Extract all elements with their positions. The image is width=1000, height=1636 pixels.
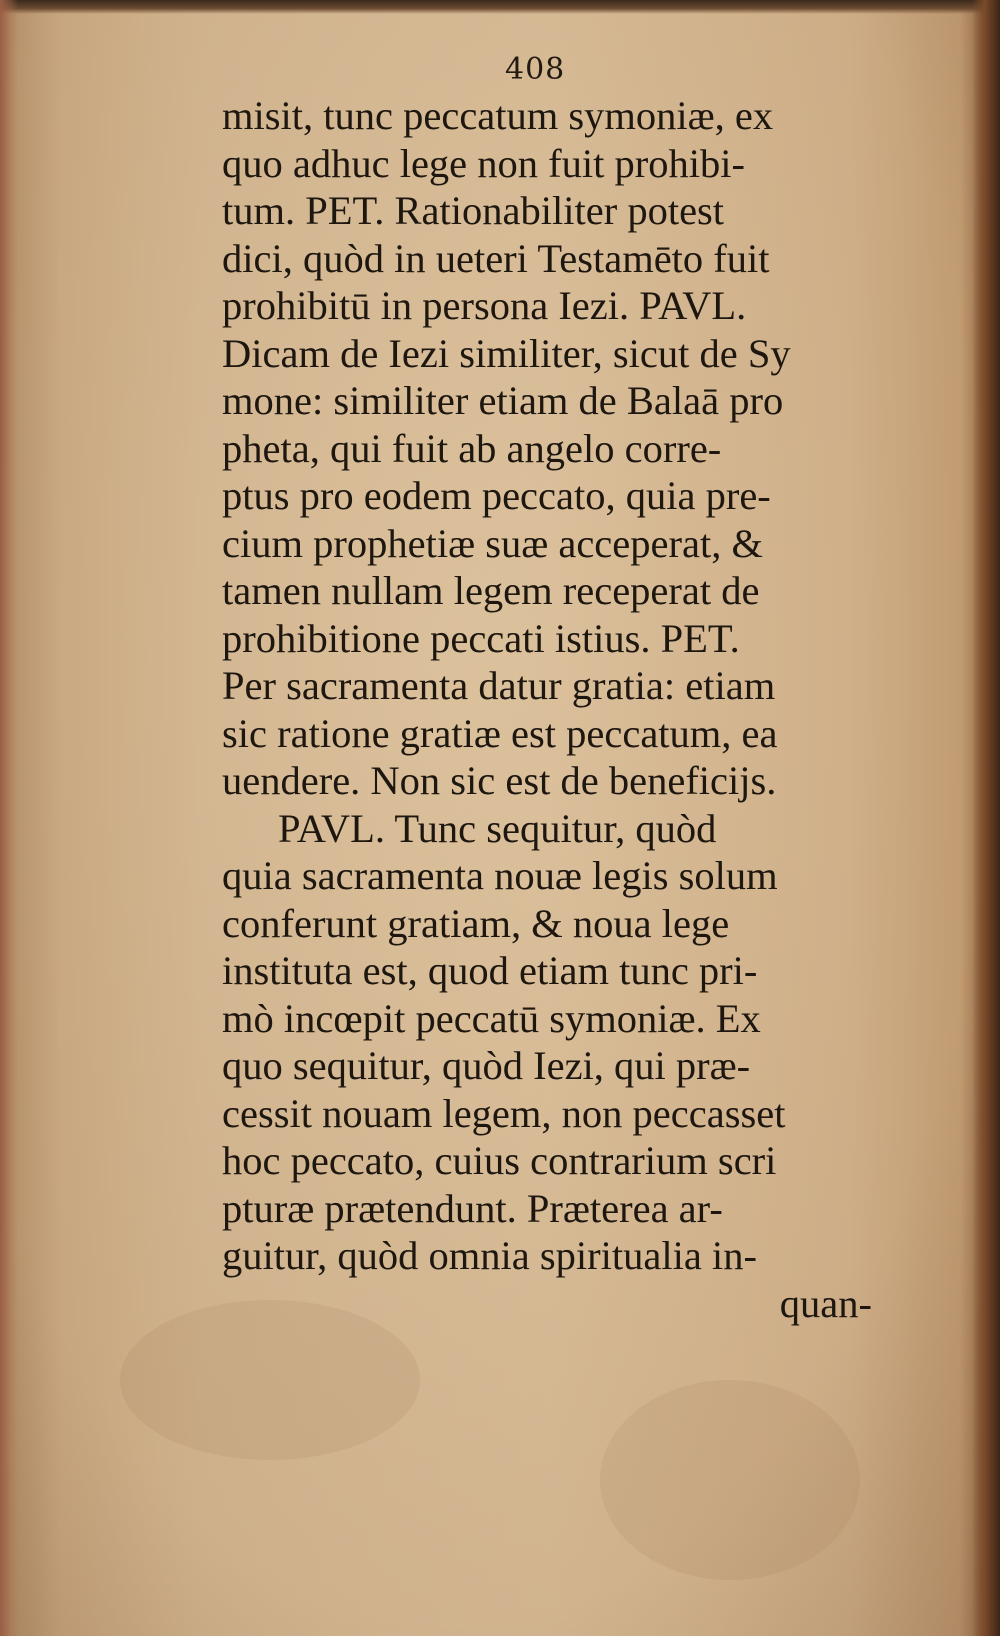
text-line: PAVL. Tunc sequitur, quòd	[278, 805, 717, 851]
text-line: tum. PET. Rationabiliter potest	[222, 188, 725, 233]
text-line: guitur, quòd omnia spiritualia in-	[222, 1233, 757, 1278]
text-line: quo adhuc lege non fuit prohibi-	[222, 140, 745, 186]
text-line: hoc peccato, cuius contrarium scri	[222, 1138, 777, 1183]
text-line: quo sequitur, quòd Iezi, qui præ-	[222, 1043, 751, 1088]
text-line: quia sacramenta nouæ legis solum	[222, 853, 778, 898]
text-line: Dicam de Iezi similiter, sicut de Sy	[222, 330, 791, 376]
text-line: misit, tunc peccatum symoniæ, ex	[222, 93, 774, 138]
text-line: cium prophetiæ suæ acceperat, &	[222, 520, 763, 566]
page-left-edge	[0, 0, 18, 1636]
catchword: quan-	[779, 1280, 872, 1326]
text-line: uendere. Non sic est de beneficijs.	[222, 758, 777, 803]
text-line: Per sacramenta datur gratia: etiam	[222, 663, 776, 708]
page-number: 408	[505, 52, 566, 87]
text-line: conferunt gratiam, & noua lege	[222, 900, 730, 946]
paper-stain	[600, 1380, 860, 1580]
page-top-edge	[0, 0, 1000, 14]
body-text	[222, 92, 872, 1327]
page-right-edge	[972, 0, 1000, 1636]
text-line: mone: similiter etiam de Balaā pro	[222, 378, 784, 423]
text-line: mò incœpit peccatū symoniæ. Ex	[222, 995, 761, 1041]
text-line: tamen nullam legem receperat de	[222, 568, 760, 613]
text-line: prohibitione peccati istius. PET.	[222, 615, 740, 661]
text-line: dici, quòd in ueteri Testamēto fuit	[222, 235, 770, 281]
text-line: prohibitū in persona Iezi. PAVL.	[222, 283, 747, 328]
text-line: cessit nouam legem, non peccasset	[222, 1090, 786, 1136]
text-line: sic ratione gratiæ est peccatum, ea	[222, 710, 778, 756]
text-line: pturæ prætendunt. Præterea ar-	[222, 1185, 723, 1231]
text-line: instituta est, quod etiam tunc pri-	[222, 948, 758, 993]
text-line: ptus pro eodem peccato, quia pre-	[222, 473, 771, 518]
text-line: pheta, qui fuit ab angelo corre-	[222, 425, 722, 471]
